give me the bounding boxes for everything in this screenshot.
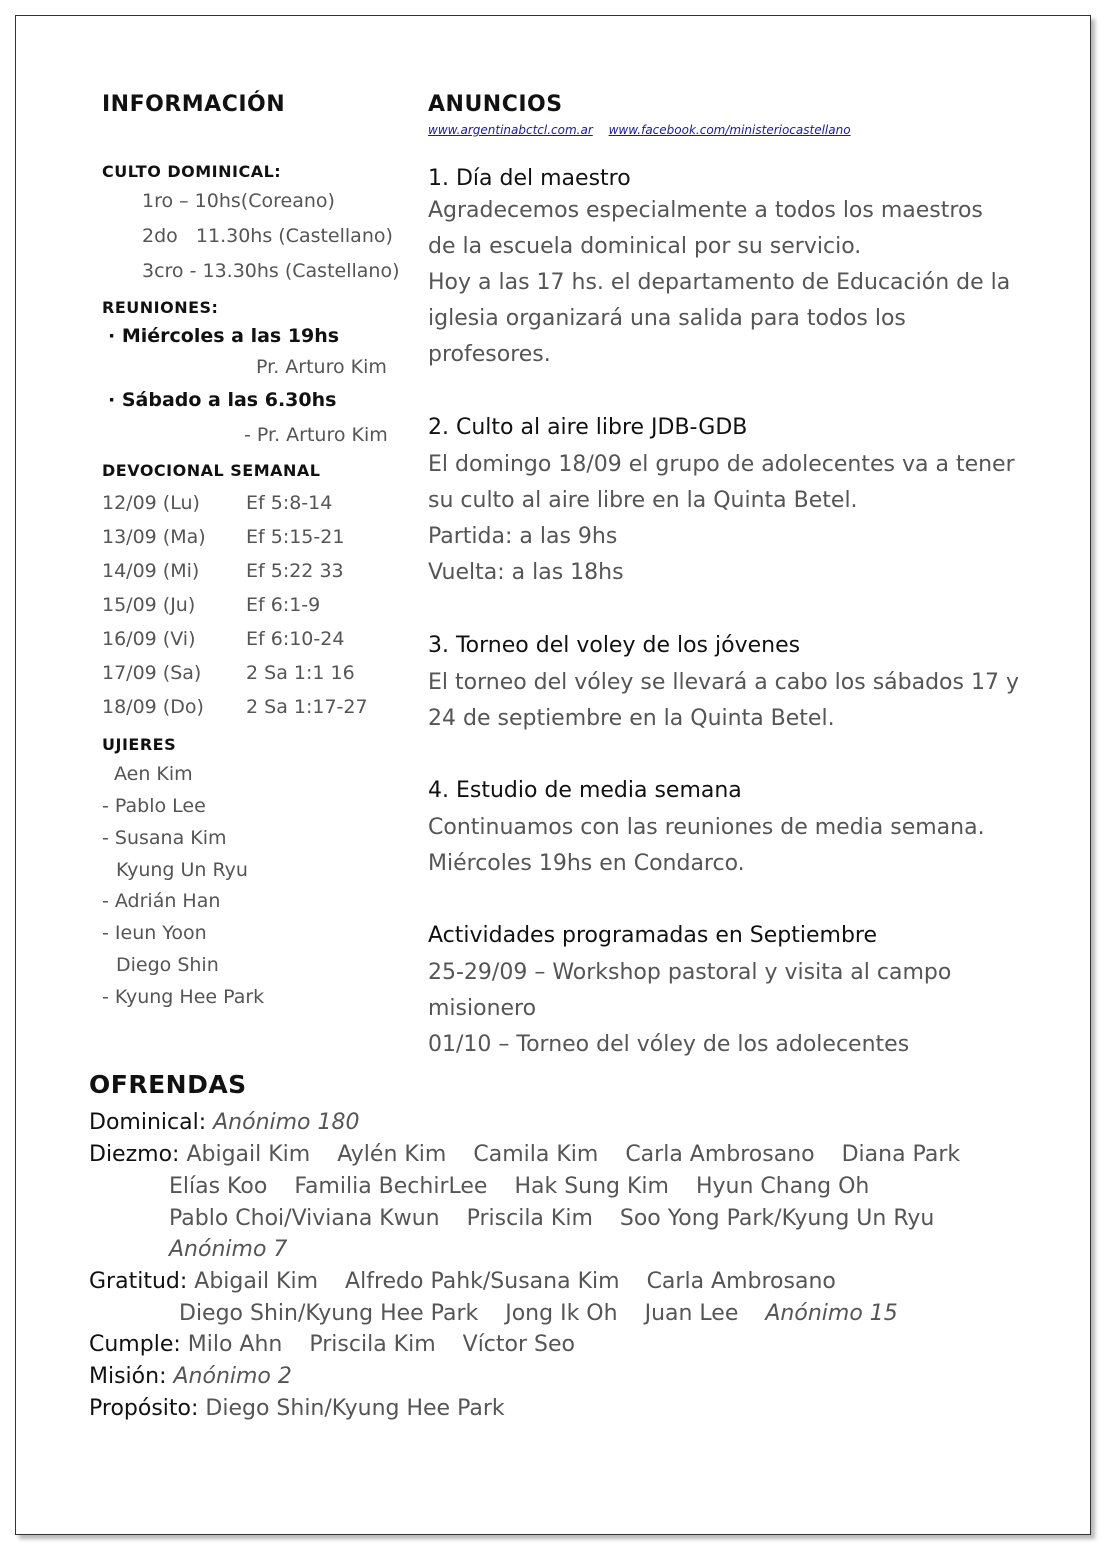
announcement-line: 25-29/09 – Workshop pastoral y visita al campo — [428, 960, 952, 985]
diezmo-label: Diezmo: — [89, 1142, 180, 1167]
gratitud-row — [89, 1269, 856, 1294]
devocional-date: 18/09 (Do) — [102, 696, 204, 718]
donor-name: Alfredo Pahk/Susana Kim — [345, 1269, 620, 1294]
devocional-date: 17/09 (Sa) — [102, 662, 202, 684]
gratitud-row — [179, 1301, 898, 1326]
diezmo-row — [89, 1142, 980, 1167]
diezmo-row — [169, 1174, 889, 1199]
reunion-day: · Miércoles a las 19hs — [108, 325, 340, 347]
announcement-line: iglesia organizará una salida para todos los — [428, 306, 906, 331]
ujier-item: - Susana Kim — [102, 827, 227, 849]
announcement-line: Partida: a las 9hs — [428, 524, 618, 549]
proposito-row — [89, 1396, 505, 1421]
donor-name: Soo Yong Park/Kyung Un Ryu — [619, 1206, 935, 1231]
cumple-row — [89, 1332, 595, 1357]
donor-name: Juan Lee — [644, 1301, 739, 1326]
announcement-line: Hoy a las 17 hs. el departamento de Educación de la — [428, 270, 1011, 295]
announcement-title: 4. Estudio de media semana — [428, 778, 742, 803]
reunion-pastor: Pr. Arturo Kim — [256, 356, 387, 378]
donor-name: Carla Ambrosano — [646, 1269, 836, 1294]
ujier-item: - Adrián Han — [102, 890, 221, 912]
dominical-value: Anónimo 180 — [213, 1110, 360, 1135]
announcement-body — [428, 447, 1043, 591]
announcement-title: 3. Torneo del voley de los jóvenes — [428, 633, 801, 658]
culto-line: 3cro - 13.30hs (Castellano) — [142, 260, 400, 282]
donor-name: Priscila Kim — [309, 1332, 436, 1357]
proposito-value: Diego Shin/Kyung Hee Park — [205, 1396, 505, 1421]
website-link[interactable]: www.argentinabctcl.com.ar — [428, 123, 593, 137]
devocional-date: 15/09 (Ju) — [102, 594, 196, 616]
ujier-item: Kyung Un Ryu — [116, 859, 248, 881]
devocional-date: 12/09 (Lu) — [102, 492, 200, 514]
devocional-date: 14/09 (Mi) — [102, 560, 200, 582]
facebook-link[interactable]: www.facebook.com/ministeriocastellano — [608, 123, 851, 137]
announcement-line: de la escuela dominical por su servicio. — [428, 234, 862, 259]
informacion-heading: INFORMACIÓN — [102, 92, 286, 117]
mision-value: Anónimo 2 — [173, 1364, 292, 1389]
devocional-ref: Ef 5:15-21 — [246, 526, 345, 548]
donor-name: Abigail Kim — [194, 1269, 319, 1294]
donor-name: Milo Ahn — [187, 1332, 283, 1357]
announcement-line: El domingo 18/09 el grupo de adolecentes va a tener — [428, 452, 1015, 477]
dominical-label: Dominical: — [89, 1110, 207, 1135]
ujier-item: Aen Kim — [114, 763, 193, 785]
ujier-item: Diego Shin — [116, 954, 219, 976]
donor-name: Camila Kim — [473, 1142, 599, 1167]
gratitud-label: Gratitud: — [89, 1269, 188, 1294]
donor-name: Carla Ambrosano — [625, 1142, 815, 1167]
devocional-date: 13/09 (Ma) — [102, 526, 206, 548]
dominical-row — [89, 1110, 360, 1135]
announcement-line: misionero — [428, 996, 537, 1021]
mision-row — [89, 1364, 292, 1389]
announcement-line: su culto al aire libre en la Quinta Betel. — [428, 488, 858, 513]
anuncios-heading: ANUNCIOS — [428, 92, 563, 117]
ujier-item: - Pablo Lee — [102, 795, 206, 817]
reunion-day: · Sábado a las 6.30hs — [108, 389, 337, 411]
announcement-title: 1. Día del maestro — [428, 166, 631, 191]
donor-name: Hak Sung Kim — [514, 1174, 669, 1199]
announcement-line: Continuamos con las reuniones de media semana. — [428, 815, 985, 840]
culto-title: CULTO DOMINICAL: — [102, 162, 282, 181]
announcement-body — [428, 665, 1043, 737]
diezmo-row — [169, 1206, 954, 1231]
ofrendas-section — [89, 1070, 1089, 1421]
reuniones-title: REUNIONES: — [102, 298, 219, 317]
donor-name: Pablo Choi/Viviana Kwun — [169, 1206, 440, 1231]
devocional-ref: 2 Sa 1:17-27 — [246, 696, 368, 718]
donor-name: Priscila Kim — [466, 1206, 593, 1231]
donor-name: Hyun Chang Oh — [695, 1174, 870, 1199]
donor-name: Jong Ik Oh — [505, 1301, 618, 1326]
ofrendas-heading: OFRENDAS — [89, 1070, 247, 1099]
mision-label: Misión: — [89, 1364, 167, 1389]
devocional-ref: Ef 5:8-14 — [246, 492, 333, 514]
links-row — [428, 123, 863, 137]
announcement-line: Vuelta: a las 18hs — [428, 560, 624, 585]
announcement-title: 2. Culto al aire libre JDB-GDB — [428, 415, 748, 440]
devocional-ref: Ef 5:22 33 — [246, 560, 344, 582]
donor-name: Diana Park — [841, 1142, 961, 1167]
announcement-line: El torneo del vóley se llevará a cabo los sábados 17 y — [428, 670, 1019, 695]
announcement-title: Actividades programadas en Septiembre — [428, 923, 878, 948]
announcement-line: 01/10 – Torneo del vóley de los adolecentes — [428, 1032, 910, 1057]
announcement-line: 24 de septiembre en la Quinta Betel. — [428, 706, 835, 731]
devocional-ref: Ef 6:10-24 — [246, 628, 345, 650]
gratitud-anon: Anónimo 15 — [765, 1301, 898, 1326]
culto-line: 1ro – 10hs(Coreano) — [142, 190, 335, 212]
ujier-item: - Ieun Yoon — [102, 922, 207, 944]
announcement-line: Agradecemos especialmente a todos los maestros — [428, 198, 983, 223]
announcement-line: Miércoles 19hs en Condarco. — [428, 851, 745, 876]
announcement-body — [428, 955, 1043, 1063]
ujieres-title: UJIERES — [102, 735, 177, 754]
diezmo-anon: Anónimo 7 — [169, 1237, 288, 1262]
devocional-ref: Ef 6:1-9 — [246, 594, 321, 616]
proposito-label: Propósito: — [89, 1396, 199, 1421]
donor-name: Abigail Kim — [186, 1142, 311, 1167]
donor-name: Familia BechirLee — [294, 1174, 488, 1199]
donor-name: Elías Koo — [169, 1174, 268, 1199]
bulletin-page — [15, 15, 1091, 1535]
announcement-body — [428, 193, 1043, 373]
donor-name: Aylén Kim — [337, 1142, 447, 1167]
reunion-pastor: - Pr. Arturo Kim — [244, 424, 388, 446]
donor-name: Víctor Seo — [462, 1332, 575, 1357]
announcement-body — [428, 810, 1043, 882]
cumple-label: Cumple: — [89, 1332, 181, 1357]
announcement-line: profesores. — [428, 342, 551, 367]
devocional-title: DEVOCIONAL SEMANAL — [102, 461, 321, 480]
devocional-date: 16/09 (Vi) — [102, 628, 196, 650]
culto-line: 2do 11.30hs (Castellano) — [142, 225, 393, 247]
devocional-ref: 2 Sa 1:1 16 — [246, 662, 355, 684]
donor-name: Diego Shin/Kyung Hee Park — [179, 1301, 479, 1326]
ujier-item: - Kyung Hee Park — [102, 986, 265, 1008]
